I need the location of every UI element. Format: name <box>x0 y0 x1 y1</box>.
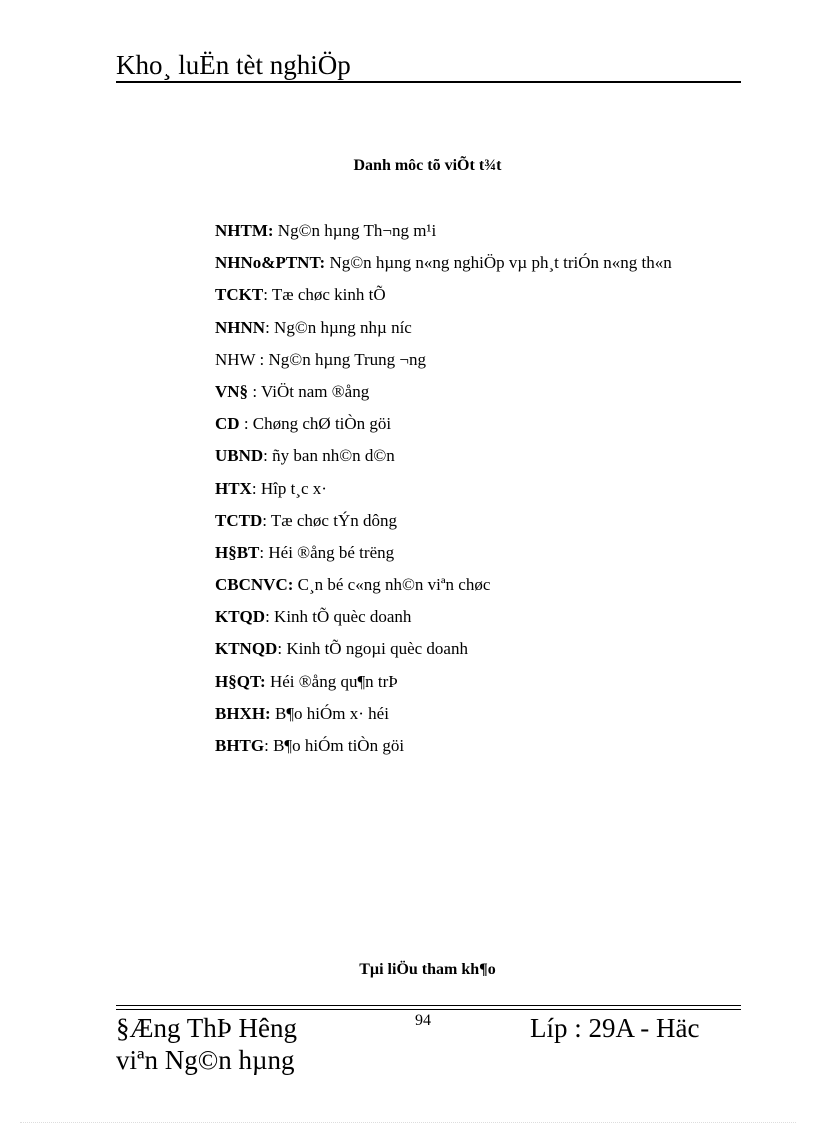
abbreviation-item <box>215 381 672 413</box>
abbreviation-item <box>215 735 672 767</box>
abbreviation-item <box>215 413 672 445</box>
abbreviation-item <box>215 574 672 606</box>
footer-rule <box>116 1005 741 1006</box>
abbreviation-definition: : Héi ®ång bé trëng <box>259 542 395 562</box>
footer-author-line: viªn Ng©n hµng <box>116 1045 295 1075</box>
abbreviation-definition: : Ng©n hµng Trung ¬ng <box>255 349 426 369</box>
abbreviation-definition: C¸n bé c«ng nh©n viªn chøc <box>293 575 491 595</box>
references-heading: Tµi liÖu tham kh¶o <box>359 961 496 978</box>
abbreviation-item <box>215 478 672 510</box>
abbreviation-definition: : Kinh tÕ quèc doanh <box>265 607 412 627</box>
abbreviation-definition: B¶o hiÓm x· héi <box>270 703 389 723</box>
footer-rule <box>116 1009 741 1010</box>
abbreviation-item <box>215 445 672 477</box>
footer-author-line: §Æng ThÞ Hêng <box>116 1013 298 1043</box>
abbreviation-term: UBND <box>215 446 264 466</box>
abbreviation-item <box>215 284 672 316</box>
abbreviation-item <box>215 220 672 252</box>
abbreviation-term: KTQD <box>215 607 266 627</box>
abbreviation-definition: Ng©n hµng n«ng nghiÖp vµ ph¸t triÓn n«ng th«n <box>325 253 672 273</box>
abbreviation-definition: : ñy ban nh©n d©n <box>263 446 395 466</box>
abbreviation-definition: : B¶o hiÓm tiÒn göi <box>264 736 405 755</box>
abbreviation-item <box>215 671 672 703</box>
abbreviation-definition: : Chøng chØ tiÒn göi <box>239 414 392 434</box>
abbreviations-heading: Danh môc tõ viÕt t¾t <box>353 157 502 174</box>
abbreviation-term: NHW <box>215 349 256 369</box>
abbreviation-definition: : Ng©n hµng nhµ níc <box>265 317 412 337</box>
abbreviation-item <box>215 349 672 381</box>
abbreviation-term: HTX <box>215 478 252 498</box>
abbreviation-definition: Ng©n hµng Th¬ng m¹i <box>273 221 437 240</box>
abbreviation-term: CD <box>215 414 240 434</box>
abbreviation-definition: : Hîp t¸c x· <box>251 478 327 498</box>
abbreviation-definition: : Tæ chøc kinh tÕ <box>263 285 386 305</box>
abbreviation-definition: : ViÖt nam ®ång <box>248 381 370 401</box>
footer-class: Líp : 29A - Häc <box>530 1013 700 1043</box>
abbreviation-item <box>215 703 672 735</box>
page-header-title: Kho¸ luËn tèt nghiÖp <box>116 50 351 80</box>
abbreviation-term: H§QT: <box>215 671 266 691</box>
abbreviation-term: H§BT <box>215 542 260 562</box>
abbreviation-definition: : Kinh tÕ ngoµi quèc doanh <box>277 639 468 659</box>
abbreviation-term: KTNQD <box>215 639 278 659</box>
abbreviation-term: CBCNVC: <box>215 575 294 595</box>
abbreviation-item <box>215 252 672 284</box>
abbreviation-item <box>215 317 672 349</box>
abbreviation-definition: : Tæ chøc tÝn dông <box>262 510 397 530</box>
abbreviation-term: VN§ <box>215 381 249 401</box>
abbreviation-item <box>215 542 672 574</box>
abbreviation-term: TCTD <box>215 510 263 530</box>
abbreviation-term: NHTM: <box>215 221 274 240</box>
abbreviation-term: NHNN <box>215 317 266 337</box>
header-rule <box>116 81 741 83</box>
abbreviation-term: TCKT <box>215 285 264 305</box>
abbreviation-item <box>215 510 672 542</box>
abbreviation-term: BHXH: <box>215 703 271 723</box>
abbreviation-term: NHNo&PTNT: <box>215 253 326 273</box>
footer-author <box>116 1012 297 1076</box>
page-number: 94 <box>415 1012 431 1029</box>
abbreviation-item <box>215 606 672 638</box>
abbreviation-definition: Héi ®ång qu¶n trÞ <box>265 671 398 691</box>
abbreviation-item <box>215 638 672 670</box>
abbreviation-term: BHTG <box>215 736 265 755</box>
abbreviations-list <box>215 220 672 767</box>
